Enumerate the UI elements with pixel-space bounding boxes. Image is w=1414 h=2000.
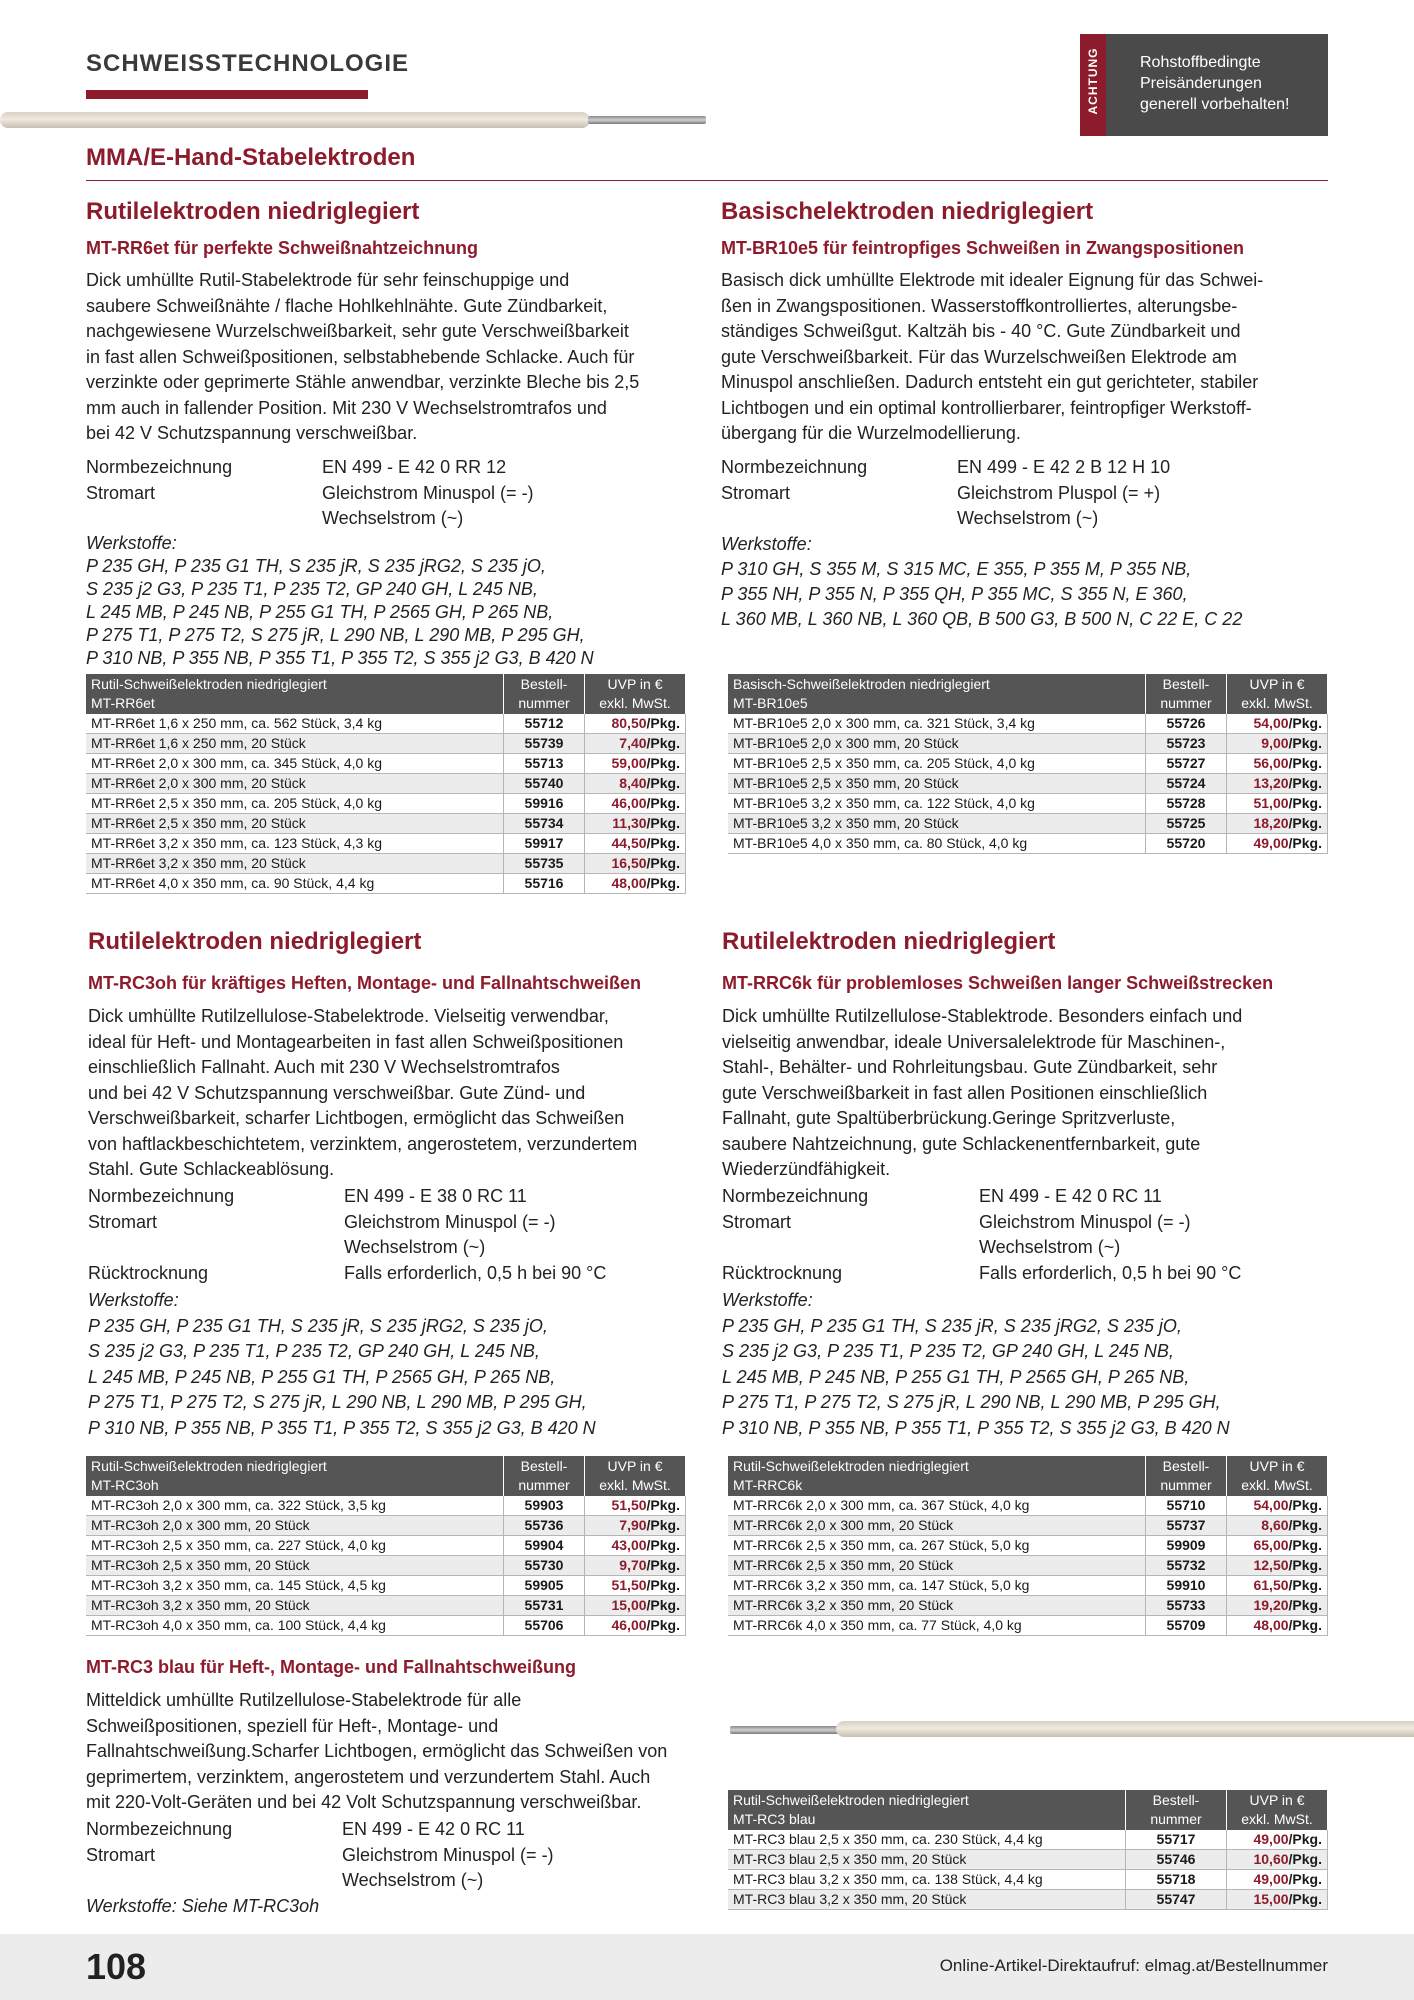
price-value: 18,20	[1253, 815, 1289, 831]
rc3oh-materials: Werkstoffe: P 235 GH, P 235 G1 TH, S 235 jR, S 235 jRG2, S 235 jO, S 235 j2 G3, P 235 T1, P 235 T2, GP 240 GH, L 245 NB, L 245 MB, P 245 NB, P 255 G1 TH, P 2565 GH, P 265 NB, P 275 T1, P 275 T2, S 275 jR, L 290 NB, L 290 MB, P 295 GH, P 310 NB, P 355 NB, P 355 T1, P 355 T2, S 355 j2 G3, B 420 N	[88, 1290, 596, 1438]
rc3blau-price-table: Rutil-Schweißelektroden niedriglegiert MT-RC3 blau Bestell- nummer UVP in € exkl. MwSt. MT-RC3 blau 2,5 x 350 mm, ca. 230 Stück, 4,4 kg 55717 49,00/Pkg. MT-RC3 blau 2,5 x 350 mm, 20 Stück 55746 10,60/Pkg. MT-RC3 blau 3,2 x 350 mm, ca. 138 Stück, 4,4 kg 55718 49,00/Pkg. MT-RC3 blau 3,2 x 350 mm, 20 Stück 55747 15,00/Pkg.	[728, 1790, 1328, 1910]
rr6et-price-table: Rutil-Schweißelektroden niedriglegiert MT-RR6et Bestell- nummer UVP in € exkl. MwSt. MT-RR6et 1,6 x 250 mm, ca. 562 Stück, 3,4 kg 55712 80,50/Pkg. MT-RR6et 1,6 x 250 mm, 20 Stück 55739 7,40/Pkg. MT-RR6et 2,0 x 300 mm, ca. 345 Stück, 4,0 kg 55713 59,00/Pkg. MT-RR6et 2,0 x 300 mm, 20 Stück 55740 8,40/Pkg. MT-RR6et 2,5 x 350 mm, ca. 205 Stück, 4,0 kg 59916 46,00/Pkg. MT-RR6et 2,5 x 350 mm, 20 Stück 55734 11,30/Pkg. MT-RR6et 3,2 x 350 mm, ca. 123 Stück, 4,3 kg 59917 44,50/Pkg. MT-RR6et 3,2 x 350 mm, 20 Stück 55735 16,50/Pkg. MT-RR6et 4,0 x 350 mm, ca. 90 Stück, 4,4 kg 55716 48,00/Pkg.	[86, 674, 686, 894]
article-description: MT-RC3oh 2,0 x 300 mm, ca. 322 Stück, 3,5 kg	[86, 1496, 504, 1516]
order-number: 55740	[504, 774, 585, 794]
order-number: 55706	[504, 1616, 585, 1636]
price-value: 19,20	[1253, 1597, 1289, 1613]
table-row	[86, 1536, 686, 1556]
article-description: MT-RRC6k 3,2 x 350 mm, 20 Stück	[728, 1596, 1146, 1616]
price-cell	[1227, 754, 1328, 774]
price-value: 15,00	[1253, 1891, 1289, 1907]
br10e5-price-table: Basisch-Schweißelektroden niedriglegiert MT-BR10e5 Bestell- nummer UVP in € exkl. MwSt. MT-BR10e5 2,0 x 300 mm, ca. 321 Stück, 3,4 kg 55726 54,00/Pkg. MT-BR10e5 2,0 x 300 mm, 20 Stück 55723 9,00/Pkg. MT-BR10e5 2,5 x 350 mm, ca. 205 Stück, 4,0 kg 55727 56,00/Pkg. MT-BR10e5 2,5 x 350 mm, 20 Stück 55724 13,20/Pkg. MT-BR10e5 3,2 x 350 mm, ca. 122 Stück, 4,0 kg 55728 51,00/Pkg. MT-BR10e5 3,2 x 350 mm, 20 Stück 55725 18,20/Pkg. MT-BR10e5 4,0 x 350 mm, ca. 80 Stück, 4,0 kg 55720 49,00/Pkg.	[728, 674, 1328, 854]
rc3oh-price-table: Rutil-Schweißelektroden niedriglegiert MT-RC3oh Bestell- nummer UVP in € exkl. MwSt. MT-RC3oh 2,0 x 300 mm, ca. 322 Stück, 3,5 kg 59903 51,50/Pkg. MT-RC3oh 2,0 x 300 mm, 20 Stück 55736 7,90/Pkg. MT-RC3oh 2,5 x 350 mm, ca. 227 Stück, 4,0 kg 59904 43,00/Pkg. MT-RC3oh 2,5 x 350 mm, 20 Stück 55730 9,70/Pkg. MT-RC3oh 3,2 x 350 mm, ca. 145 Stück, 4,5 kg 59905 51,50/Pkg. MT-RC3oh 3,2 x 350 mm, 20 Stück 55731 15,00/Pkg. MT-RC3oh 4,0 x 350 mm, ca. 100 Stück, 4,4 kg 55706 46,00/Pkg.	[86, 1456, 686, 1636]
price-warning-box	[1080, 34, 1328, 136]
table-row	[728, 834, 1328, 854]
price-unit: /Pkg.	[1288, 1577, 1322, 1593]
price-cell	[1227, 774, 1328, 794]
article-description: MT-RC3 blau 3,2 x 350 mm, ca. 138 Stück, 4,4 kg	[728, 1870, 1126, 1890]
price-value: 9,70	[619, 1557, 647, 1573]
article-description: MT-BR10e5 2,5 x 350 mm, ca. 205 Stück, 4,0 kg	[728, 754, 1146, 774]
price-unit: /Pkg.	[646, 735, 680, 751]
article-description: MT-BR10e5 3,2 x 350 mm, 20 Stück	[728, 814, 1146, 834]
article-description: MT-BR10e5 2,0 x 300 mm, ca. 321 Stück, 3,4 kg	[728, 714, 1146, 734]
rr6et-subheading: MT-RR6et für perfekte Schweißnahtzeichnung	[86, 238, 479, 258]
article-description: MT-RRC6k 2,0 x 300 mm, 20 Stück	[728, 1516, 1146, 1536]
order-number: 55746	[1126, 1850, 1227, 1870]
order-number: 55709	[1146, 1616, 1227, 1636]
table-row	[728, 1496, 1328, 1516]
rrc6k-materials: Werkstoffe: P 235 GH, P 235 G1 TH, S 235 jR, S 235 jRG2, S 235 jO, S 235 j2 G3, P 235 T1, P 235 T2, GP 240 GH, L 245 NB, L 245 MB, P 245 NB, P 255 G1 TH, P 2565 GH, P 265 NB, P 275 T1, P 275 T2, S 275 jR, L 290 NB, L 290 MB, P 295 GH, P 310 NB, P 355 NB, P 355 T1, P 355 T2, S 355 j2 G3, B 420 N	[722, 1290, 1230, 1438]
price-unit: /Pkg.	[646, 775, 680, 791]
price-value: 12,50	[1253, 1557, 1289, 1573]
rc3blau-subheading: MT-RC3 blau für Heft-, Montage- und Fallnahtschweißung	[86, 1657, 576, 1677]
price-value: 8,40	[619, 775, 647, 791]
price-cell	[585, 874, 686, 894]
title-divider	[86, 180, 1328, 181]
rr6et-heading: Rutilelektroden niedriglegiert	[86, 198, 420, 225]
price-value: 59,00	[611, 755, 647, 771]
page-number: 108	[86, 1946, 147, 1987]
br10e5-materials: Werkstoffe: P 310 GH, S 355 M, S 315 MC, E 355, P 355 M, P 355 NB, P 355 NH, P 355 N, P 355 QH, P 355 MC, S 355 N, E 360, L 360 MB, L 360 NB, L 360 QB, B 500 G3, B 500 N, C 22 E, C 22	[721, 534, 1243, 629]
rr6et-materials: Werkstoffe: P 235 GH, P 235 G1 TH, S 235 jR, S 235 jRG2, S 235 jO, S 235 j2 G3, P 235 T1, P 235 T2, GP 240 GH, L 245 NB, L 245 MB, P 245 NB, P 255 G1 TH, P 2565 GH, P 265 NB, P 275 T1, P 275 T2, S 275 jR, L 290 NB, L 290 MB, P 295 GH, P 310 NB, P 355 NB, P 355 T1, P 355 T2, S 355 j2 G3, B 420 N	[86, 533, 594, 668]
order-number: 55713	[504, 754, 585, 774]
article-description: MT-RC3 blau 2,5 x 350 mm, ca. 230 Stück, 4,4 kg	[728, 1830, 1126, 1850]
table-row	[86, 814, 686, 834]
price-unit: /Pkg.	[646, 1537, 680, 1553]
price-value: 51,50	[611, 1577, 647, 1593]
price-value: 13,20	[1253, 775, 1289, 791]
price-unit: /Pkg.	[1288, 735, 1322, 751]
price-cell	[1227, 1536, 1328, 1556]
article-description: MT-RR6et 2,0 x 300 mm, 20 Stück	[86, 774, 504, 794]
price-value: 44,50	[611, 835, 647, 851]
price-unit: /Pkg.	[1288, 775, 1322, 791]
table-row	[728, 1576, 1328, 1596]
price-value: 80,50	[611, 715, 647, 731]
price-cell	[585, 774, 686, 794]
order-number: 59910	[1146, 1576, 1227, 1596]
order-number: 55724	[1146, 774, 1227, 794]
order-number: 55732	[1146, 1556, 1227, 1576]
table-row	[728, 1830, 1328, 1850]
rrc6k-specs: Normbezeichnung EN 499 - E 42 0 RC 11 Stromart Gleichstrom Minuspol (= -) Wechselstrom (~) Rücktrocknung Falls erforderlich, 0,5 h bei 90 °C	[722, 1186, 1242, 1283]
price-value: 48,00	[611, 875, 647, 891]
order-number: 55720	[1146, 834, 1227, 854]
table-row	[86, 834, 686, 854]
table-row	[728, 1870, 1328, 1890]
order-number: 55747	[1126, 1890, 1227, 1910]
price-value: 46,00	[611, 795, 647, 811]
price-cell	[585, 1536, 686, 1556]
order-number: 55723	[1146, 734, 1227, 754]
order-number: 59916	[504, 794, 585, 814]
order-number: 55739	[504, 734, 585, 754]
order-number: 55712	[504, 714, 585, 734]
warning-text: Rohstoffbedingte Preisänderungen generell vorbehalten!	[1140, 54, 1290, 113]
article-description: MT-BR10e5 3,2 x 350 mm, ca. 122 Stück, 4,0 kg	[728, 794, 1146, 814]
price-value: 10,60	[1253, 1851, 1289, 1867]
warning-tag: ACHTUNG	[1080, 34, 1106, 136]
price-value: 49,00	[1253, 835, 1289, 851]
price-unit: /Pkg.	[646, 1597, 680, 1613]
price-value: 61,50	[1253, 1577, 1289, 1593]
price-unit: /Pkg.	[1288, 835, 1322, 851]
price-unit: /Pkg.	[646, 855, 680, 871]
article-description: MT-BR10e5 4,0 x 350 mm, ca. 80 Stück, 4,0 kg	[728, 834, 1146, 854]
article-description: MT-RC3oh 2,0 x 300 mm, 20 Stück	[86, 1516, 504, 1536]
price-unit: /Pkg.	[1288, 1497, 1322, 1513]
article-description: MT-RC3 blau 3,2 x 350 mm, 20 Stück	[728, 1890, 1126, 1910]
table-row	[728, 774, 1328, 794]
price-unit: /Pkg.	[646, 795, 680, 811]
article-description: MT-RC3oh 2,5 x 350 mm, 20 Stück	[86, 1556, 504, 1576]
article-description: MT-RR6et 2,5 x 350 mm, 20 Stück	[86, 814, 504, 834]
price-cell	[1227, 1596, 1328, 1616]
price-cell	[1227, 814, 1328, 834]
price-cell	[585, 1556, 686, 1576]
table-row	[86, 1496, 686, 1516]
article-description: MT-RR6et 1,6 x 250 mm, ca. 562 Stück, 3,4 kg	[86, 714, 504, 734]
price-unit: /Pkg.	[1288, 795, 1322, 811]
price-value: 56,00	[1253, 755, 1289, 771]
price-unit: /Pkg.	[646, 1497, 680, 1513]
price-cell	[1227, 714, 1328, 734]
table-row	[86, 1556, 686, 1576]
price-cell	[585, 814, 686, 834]
price-unit: /Pkg.	[1288, 1871, 1322, 1887]
price-value: 48,00	[1253, 1617, 1289, 1633]
price-value: 7,90	[619, 1517, 647, 1533]
rrc6k-heading: Rutilelektroden niedriglegiert	[722, 928, 1056, 955]
price-cell	[1227, 1496, 1328, 1516]
rrc6k-description: Dick umhüllte Rutilzellulose-Stablektrode. Besonders einfach und vielseitig anwendbar, ideale Universalelektrode für Maschinen-, Stahl-, Behälter- und Rohrleitungsbau. Gute Zündbarkeit, sehr gute Verschweißbarkeit in fast allen Positionen einschließlich Fallnaht, gute Spaltüberbrückung.Geringe Spritzverluste, saubere Nahtzeichnung, gute Schlackenentfernbarkeit, gute Wiederzündfähigkeit.	[722, 1006, 1243, 1179]
price-cell	[585, 734, 686, 754]
table-row	[86, 714, 686, 734]
price-unit: /Pkg.	[1288, 1831, 1322, 1847]
table-row	[728, 1516, 1328, 1536]
price-cell	[1227, 834, 1328, 854]
order-number: 59909	[1146, 1536, 1227, 1556]
price-value: 51,50	[611, 1497, 647, 1513]
price-value: 49,00	[1253, 1831, 1289, 1847]
footer-url-hint: Online-Artikel-Direktaufruf: elmag.at/Bestellnummer	[939, 1956, 1328, 1975]
table-row	[728, 1596, 1328, 1616]
price-value: 51,00	[1253, 795, 1289, 811]
article-description: MT-BR10e5 2,5 x 350 mm, 20 Stück	[728, 774, 1146, 794]
header-accent-bar	[86, 90, 368, 99]
article-description: MT-RRC6k 4,0 x 350 mm, ca. 77 Stück, 4,0 kg	[728, 1616, 1146, 1636]
price-unit: /Pkg.	[646, 1577, 680, 1593]
price-unit: /Pkg.	[1288, 715, 1322, 731]
price-value: 9,00	[1261, 735, 1289, 751]
article-description: MT-RR6et 3,2 x 350 mm, 20 Stück	[86, 854, 504, 874]
order-number: 55728	[1146, 794, 1227, 814]
table-row	[728, 734, 1328, 754]
order-number: 55717	[1126, 1830, 1227, 1850]
price-unit: /Pkg.	[646, 755, 680, 771]
article-description: MT-RR6et 2,0 x 300 mm, ca. 345 Stück, 4,0 kg	[86, 754, 504, 774]
price-cell	[1227, 1870, 1328, 1890]
price-value: 43,00	[611, 1537, 647, 1553]
rc3oh-subheading: MT-RC3oh für kräftiges Heften, Montage- und Fallnahtschweißen	[88, 973, 642, 993]
price-cell	[585, 1576, 686, 1596]
article-description: MT-RC3oh 4,0 x 350 mm, ca. 100 Stück, 4,4 kg	[86, 1616, 504, 1636]
table-row	[86, 1516, 686, 1536]
price-cell	[585, 1516, 686, 1536]
price-cell	[585, 1596, 686, 1616]
table-row	[728, 1616, 1328, 1636]
order-number: 55736	[504, 1516, 585, 1536]
price-value: 54,00	[1253, 715, 1289, 731]
article-description: MT-RC3 blau 2,5 x 350 mm, 20 Stück	[728, 1850, 1126, 1870]
order-number: 55726	[1146, 714, 1227, 734]
price-unit: /Pkg.	[1288, 815, 1322, 831]
article-description: MT-RR6et 3,2 x 350 mm, ca. 123 Stück, 4,3 kg	[86, 834, 504, 854]
price-cell	[585, 794, 686, 814]
rc3oh-specs: Normbezeichnung EN 499 - E 38 0 RC 11 Stromart Gleichstrom Minuspol (= -) Wechselstrom (~) Rücktrocknung Falls erforderlich, 0,5 h bei 90 °C	[88, 1186, 607, 1283]
price-unit: /Pkg.	[1288, 1517, 1322, 1533]
order-number: 55716	[504, 874, 585, 894]
article-description: MT-RR6et 2,5 x 350 mm, ca. 205 Stück, 4,0 kg	[86, 794, 504, 814]
price-cell	[585, 1496, 686, 1516]
br10e5-specs: Normbezeichnung EN 499 - E 42 2 B 12 H 10 Stromart Gleichstrom Pluspol (= +) Wechselstrom (~)	[721, 457, 1171, 528]
price-unit: /Pkg.	[646, 715, 680, 731]
section-label: SCHWEISSTECHNOLOGIE	[86, 50, 410, 77]
price-value: 16,50	[611, 855, 647, 871]
order-number: 55734	[504, 814, 585, 834]
order-number: 55733	[1146, 1596, 1227, 1616]
article-description: MT-RRC6k 2,5 x 350 mm, 20 Stück	[728, 1556, 1146, 1576]
price-cell	[1227, 1516, 1328, 1536]
article-description: MT-RR6et 4,0 x 350 mm, ca. 90 Stück, 4,4 kg	[86, 874, 504, 894]
price-value: 11,30	[612, 815, 647, 831]
order-number: 55718	[1126, 1870, 1227, 1890]
order-number: 59905	[504, 1576, 585, 1596]
order-number: 55725	[1146, 814, 1227, 834]
price-value: 46,00	[611, 1617, 647, 1633]
price-unit: /Pkg.	[1288, 1537, 1322, 1553]
order-number: 59904	[504, 1536, 585, 1556]
price-cell	[585, 714, 686, 734]
price-cell	[1227, 1556, 1328, 1576]
price-value: 7,40	[619, 735, 647, 751]
table-row	[86, 854, 686, 874]
br10e5-description: Basisch dick umhüllte Elektrode mit idealer Eignung für das Schwei- ßen in Zwangspositionen. Wasserstoffkontrolliertes, alterungsbe- ständiges Schweißgut. Kaltzäh bis - 40 °C. Gute Zündbarkeit und gute Verschweißbarkeit. Für das Wurzelschweißen Elektrode am Minuspol anschließen. Dadurch entsteht ein gut gerichteter, stabiler Lichtbogen und ein optimal kontrollierbarer, feintropfiger Werkstoff- übergang für die Wurzelmodellierung.	[721, 270, 1264, 443]
article-description: MT-RRC6k 3,2 x 350 mm, ca. 147 Stück, 5,0 kg	[728, 1576, 1146, 1596]
table-row	[86, 1596, 686, 1616]
price-unit: /Pkg.	[1288, 1891, 1322, 1907]
price-unit: /Pkg.	[646, 1517, 680, 1533]
rrc6k-subheading: MT-RRC6k für problemloses Schweißen langer Schweißstrecken	[722, 973, 1274, 993]
price-cell	[585, 854, 686, 874]
order-number: 55731	[504, 1596, 585, 1616]
price-cell	[585, 754, 686, 774]
table-row	[86, 1576, 686, 1596]
price-cell	[1227, 1830, 1328, 1850]
table-row	[728, 1850, 1328, 1870]
table-row	[86, 794, 686, 814]
price-value: 65,00	[1253, 1537, 1289, 1553]
table-row	[86, 754, 686, 774]
rc3oh-heading: Rutilelektroden niedriglegiert	[88, 928, 422, 955]
price-value: 8,60	[1261, 1517, 1289, 1533]
rc3blau-materials-note: Werkstoffe: Siehe MT-RC3oh	[86, 1896, 320, 1916]
order-number: 55730	[504, 1556, 585, 1576]
price-unit: /Pkg.	[1288, 1597, 1322, 1613]
rc3blau-specs: Normbezeichnung EN 499 - E 42 0 RC 11 Stromart Gleichstrom Minuspol (= -) Wechselstrom (~)	[86, 1819, 554, 1890]
article-description: MT-RC3oh 3,2 x 350 mm, ca. 145 Stück, 4,5 kg	[86, 1576, 504, 1596]
price-cell	[1227, 1616, 1328, 1636]
rc3blau-description: Mitteldick umhüllte Rutilzellulose-Stabelektrode für alle Schweißpositionen, speziell für Heft-, Montage- und Fallnahtschweißung.Scharfer Lichtbogen, ermöglicht das Schweißen von geprimertem, verzinktem, angerostetem und verzundertem Stahl. Auch mit 220-Volt-Geräten und bei 42 Volt Schutzspannung verschweißbar.	[86, 1690, 668, 1812]
br10e5-heading: Basischelektroden niedriglegiert	[721, 198, 1094, 225]
order-number: 55710	[1146, 1496, 1227, 1516]
order-number: 55735	[504, 854, 585, 874]
article-description: MT-RRC6k 2,5 x 350 mm, ca. 267 Stück, 5,0 kg	[728, 1536, 1146, 1556]
price-unit: /Pkg.	[1288, 1557, 1322, 1573]
article-description: MT-RRC6k 2,0 x 300 mm, ca. 367 Stück, 4,0 kg	[728, 1496, 1146, 1516]
article-description: MT-RC3oh 3,2 x 350 mm, 20 Stück	[86, 1596, 504, 1616]
price-cell	[585, 834, 686, 854]
table-row	[728, 794, 1328, 814]
price-unit: /Pkg.	[646, 1617, 680, 1633]
rc3oh-description: Dick umhüllte Rutilzellulose-Stabelektrode. Vielseitig verwendbar, ideal für Heft- und Montagearbeiten in fast allen Schweißpositionen einschließlich Fallnaht. Auch mit 230 V Wechselstromtrafos und bei 42 V Schutzspannung verschweißbar. Gute Zünd- und Verschweißbarkeit, scharfer Lichtbogen, ermöglicht das Schweißen von haftlackbeschichtetem, verzinktem, angerostetem, verzundertem Stahl. Gute Schlackeablösung.	[88, 1006, 638, 1179]
price-cell	[1227, 1850, 1328, 1870]
price-unit: /Pkg.	[1288, 1617, 1322, 1633]
table-row	[86, 874, 686, 894]
rrc6k-price-table: Rutil-Schweißelektroden niedriglegiert MT-RRC6k Bestell- nummer UVP in € exkl. MwSt. MT-RRC6k 2,0 x 300 mm, ca. 367 Stück, 4,0 kg 55710 54,00/Pkg. MT-RRC6k 2,0 x 300 mm, 20 Stück 55737 8,60/Pkg. MT-RRC6k 2,5 x 350 mm, ca. 267 Stück, 5,0 kg 59909 65,00/Pkg. MT-RRC6k 2,5 x 350 mm, 20 Stück 55732 12,50/Pkg. MT-RRC6k 3,2 x 350 mm, ca. 147 Stück, 5,0 kg 59910 61,50/Pkg. MT-RRC6k 3,2 x 350 mm, 20 Stück 55733 19,20/Pkg. MT-RRC6k 4,0 x 350 mm, ca. 77 Stück, 4,0 kg 55709 48,00/Pkg.	[728, 1456, 1328, 1636]
rr6et-description: Dick umhüllte Rutil-Stabelektrode für sehr feinschuppige und saubere Schweißnähte / flache Hohlkehlnähte. Gute Zündbarkeit, nachgewiesene Wurzelschweißbarkeit, sehr gute Verschweißbarkeit in fast allen Schweißpositionen, selbstabhebende Schlacke. Auch für verzinkte oder geprimerte Stähle anwendbar, verzinkte Bleche bis 2,5 mm auch in fallender Position. Mit 230 V Wechselstromtrafos und bei 42 V Schutzspannung verschweißbar.	[86, 270, 640, 443]
price-cell	[1227, 734, 1328, 754]
order-number: 59917	[504, 834, 585, 854]
order-number: 55727	[1146, 754, 1227, 774]
table-row	[728, 1556, 1328, 1576]
table-row	[728, 714, 1328, 734]
rr6et-specs: Normbezeichnung EN 499 - E 42 0 RR 12 Stromart Gleichstrom Minuspol (= -) Wechselstrom (~)	[86, 457, 534, 528]
price-value: 54,00	[1253, 1497, 1289, 1513]
price-cell	[1227, 1576, 1328, 1596]
page-title: MMA/E-Hand-Stabelektroden	[86, 144, 416, 171]
article-description: MT-BR10e5 2,0 x 300 mm, 20 Stück	[728, 734, 1146, 754]
price-unit: /Pkg.	[646, 835, 680, 851]
price-value: 49,00	[1253, 1871, 1289, 1887]
table-row	[86, 734, 686, 754]
price-unit: /Pkg.	[646, 875, 680, 891]
table-row	[86, 1616, 686, 1636]
table-row	[728, 1890, 1328, 1910]
price-value: 15,00	[611, 1597, 647, 1613]
price-cell	[1227, 1890, 1328, 1910]
price-unit: /Pkg.	[646, 1557, 680, 1573]
price-unit: /Pkg.	[646, 815, 680, 831]
table-row	[728, 754, 1328, 774]
price-cell	[1227, 794, 1328, 814]
price-unit: /Pkg.	[1288, 1851, 1322, 1867]
order-number: 59903	[504, 1496, 585, 1516]
price-unit: /Pkg.	[1288, 755, 1322, 771]
article-description: MT-RR6et 1,6 x 250 mm, 20 Stück	[86, 734, 504, 754]
table-row	[728, 814, 1328, 834]
price-cell	[585, 1616, 686, 1636]
article-description: MT-RC3oh 2,5 x 350 mm, ca. 227 Stück, 4,0 kg	[86, 1536, 504, 1556]
table-row	[86, 774, 686, 794]
order-number: 55737	[1146, 1516, 1227, 1536]
br10e5-subheading: MT-BR10e5 für feintropfiges Schweißen in Zwangspositionen	[721, 238, 1245, 258]
table-row	[728, 1536, 1328, 1556]
